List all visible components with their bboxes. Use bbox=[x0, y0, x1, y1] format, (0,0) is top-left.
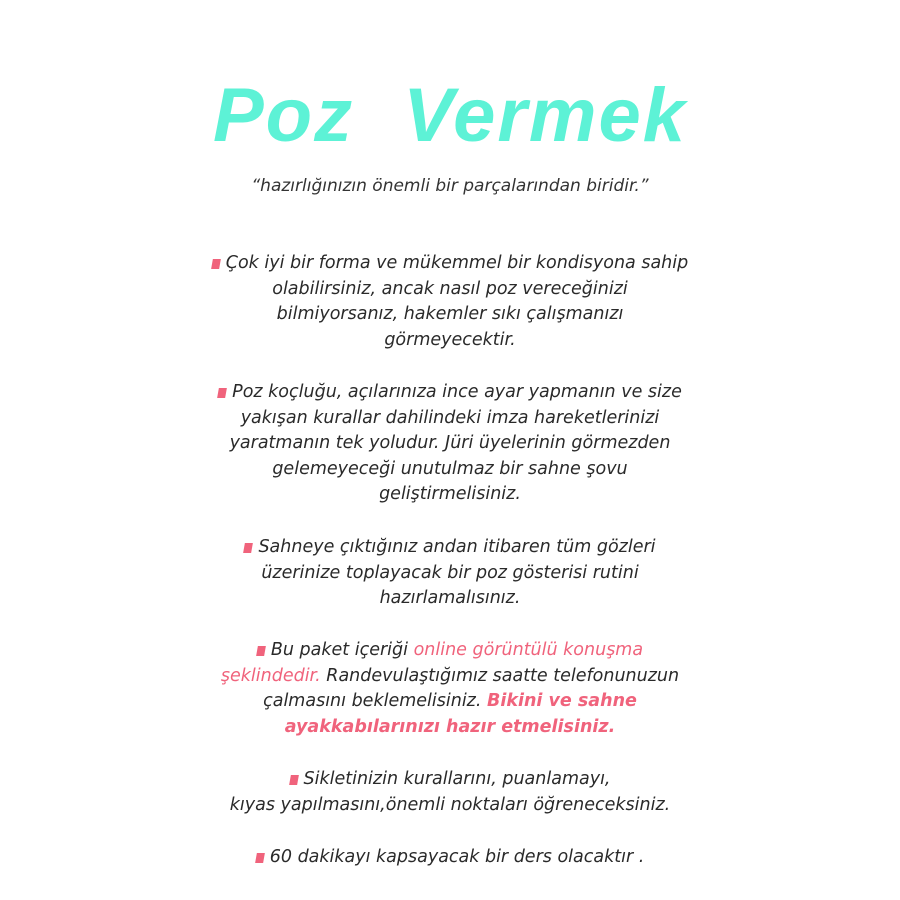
paragraph-line: gelemeyeceği unutulmaz bir sahne şovu bbox=[272, 458, 628, 479]
paragraph-package bbox=[170, 638, 730, 740]
paragraph-line: Poz koçluğu, açılarınıza ince ayar yapmanın ve size bbox=[232, 382, 682, 402]
paragraph-line: Çok iyi bir forma ve mükemmel bir kondisyona sahip bbox=[225, 253, 689, 273]
package-highlight-online: online görüntülü konuşma bbox=[413, 640, 644, 660]
bullet-icon bbox=[211, 259, 221, 269]
paragraph-line: Sikletinizin kurallarını, puanlamayı, bbox=[303, 769, 611, 789]
paragraph-line: Sahneye çıktığınız andan itibaren tüm gözleri bbox=[258, 537, 656, 557]
paragraph-rules bbox=[170, 767, 730, 818]
paragraph-line: üzerinize toplayacak bir poz gösterisi rutini bbox=[261, 562, 639, 583]
page-title: Poz Vermek bbox=[212, 73, 688, 158]
package-highlight-shoes: ayakkabılarınızı hazır etmelisiniz. bbox=[284, 716, 616, 737]
paragraph-duration bbox=[170, 845, 730, 871]
paragraph-line: yaratmanın tek yoludur. Jüri üyelerinin görmezden bbox=[229, 433, 671, 453]
paragraph-line: hazırlamalısınız. bbox=[379, 588, 521, 608]
package-highlight-bikini: Bikini ve sahne bbox=[487, 691, 637, 711]
package-text-mid: Randevulaştığımız saatte telefonunuzun bbox=[320, 665, 680, 686]
page-subtitle: “hazırlığınızın önemli bir parçalarından biridir.” bbox=[251, 176, 649, 196]
paragraph-stage bbox=[170, 535, 730, 612]
paragraph-line: yakışan kurallar dahilindeki imza hareketlerinizi bbox=[240, 407, 660, 428]
package-text-mid2: çalmasını beklemelisiniz. bbox=[263, 691, 487, 711]
paragraph-line: görmeyecektir. bbox=[384, 329, 516, 350]
paragraph-line: 60 dakikayı kapsayacak bir ders olacaktır . bbox=[269, 847, 645, 867]
paragraph-line: bilmiyorsanız, hakemler sıkı çalışmanızı bbox=[276, 304, 624, 324]
paragraph-coaching bbox=[170, 380, 730, 508]
bullet-icon bbox=[289, 775, 299, 785]
package-text-pre: Bu paket içeriği bbox=[270, 640, 414, 660]
paragraph-form bbox=[170, 251, 730, 353]
package-highlight-format: şeklindedir. bbox=[220, 665, 321, 686]
bullet-icon bbox=[217, 388, 227, 398]
bullet-icon bbox=[256, 646, 266, 656]
paragraph-line: olabilirsiniz, ancak nasıl poz vereceğinizi bbox=[272, 278, 628, 299]
paragraph-line: kıyas yapılmasını,önemli noktaları öğreneceksiniz. bbox=[229, 794, 671, 815]
paragraph-line: geliştirmelisiniz. bbox=[379, 484, 521, 504]
bullet-icon bbox=[244, 543, 254, 553]
bullet-icon bbox=[255, 853, 265, 863]
